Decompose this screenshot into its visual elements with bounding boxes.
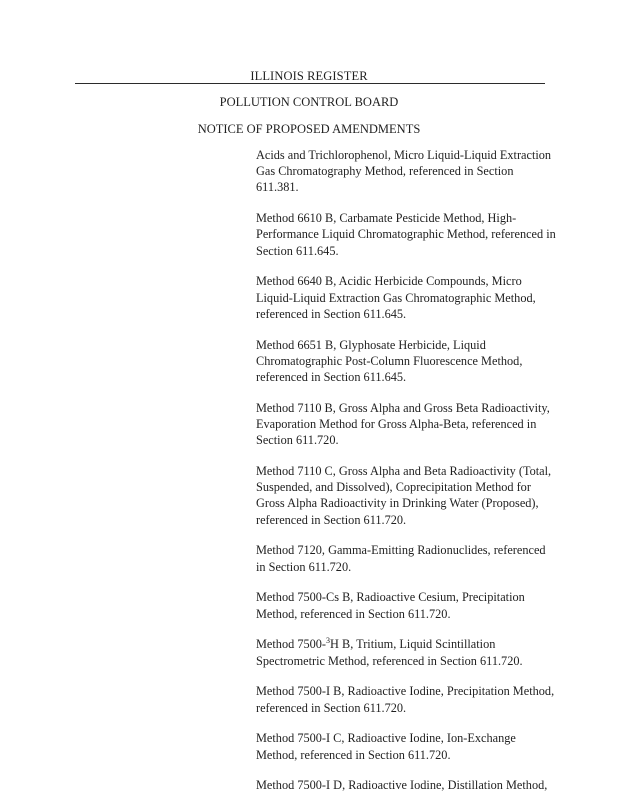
- entry-text-before: Method 7500-: [256, 637, 327, 652]
- method-entry: Method 7500-I C, Radioactive Iodine, Ion-Exchange Method, referenced in Section 611.720.: [256, 731, 516, 762]
- method-entry: Method 6610 B, Carbamate Pesticide Method, High-Performance Liquid Chromatographic Method, referenced in Section 611.645.: [256, 211, 556, 258]
- method-entry: Method 7110 C, Gross Alpha and Beta Radioactivity (Total, Suspended, and Dissolved), Coprecipitation Method for Gross Alpha Radioactivity in Drinking Water (Proposed), referenced in Section 611.720.: [256, 464, 552, 527]
- method-entry: Acids and Trichlorophenol, Micro Liquid-Liquid Extraction Gas Chromatography Method, referenced in Section 611.381.: [256, 148, 552, 195]
- register-title: ILLINOIS REGISTER: [250, 69, 368, 83]
- method-entry: Method 7500-I B, Radioactive Iodine, Precipitation Method, referenced in Section 611.720.: [256, 684, 555, 715]
- header-rule: [75, 83, 545, 84]
- method-entry: Method 7120, Gamma-Emitting Radionuclides, referenced in Section 611.720.: [256, 543, 546, 574]
- method-entry: Method 7110 B, Gross Alpha and Gross Beta Radioactivity, Evaporation Method for Gross Alpha-Beta, referenced in Section 611.720.: [256, 400, 550, 448]
- board-name: POLLUTION CONTROL BOARD: [219, 95, 399, 109]
- method-entry-tritium: [256, 636, 556, 668]
- method-entry: Method 6640 B, Acidic Herbicide Compounds, Micro Liquid-Liquid Extraction Gas Chromatographic Method, referenced in Section 611.645.: [256, 274, 536, 321]
- superscript-mass-number: 3: [326, 636, 331, 646]
- method-entry-list: [256, 147, 556, 808]
- notice-title: NOTICE OF PROPOSED AMENDMENTS: [197, 122, 421, 136]
- method-entry: Method 7500-I D, Radioactive Iodine, Distillation Method,: [256, 778, 548, 793]
- method-entry: Method 6651 B, Glyphosate Herbicide, Liquid Chromatographic Post-Column Fluorescence Method, referenced in Section 611.645.: [256, 337, 523, 385]
- entry-text-after: H B, Tritium, Liquid Scintillation Spectrometric Method, referenced in Section 611.720.: [256, 637, 523, 668]
- method-entry: Method 7500-Cs B, Radioactive Cesium, Precipitation Method, referenced in Section 611.720.: [256, 590, 525, 621]
